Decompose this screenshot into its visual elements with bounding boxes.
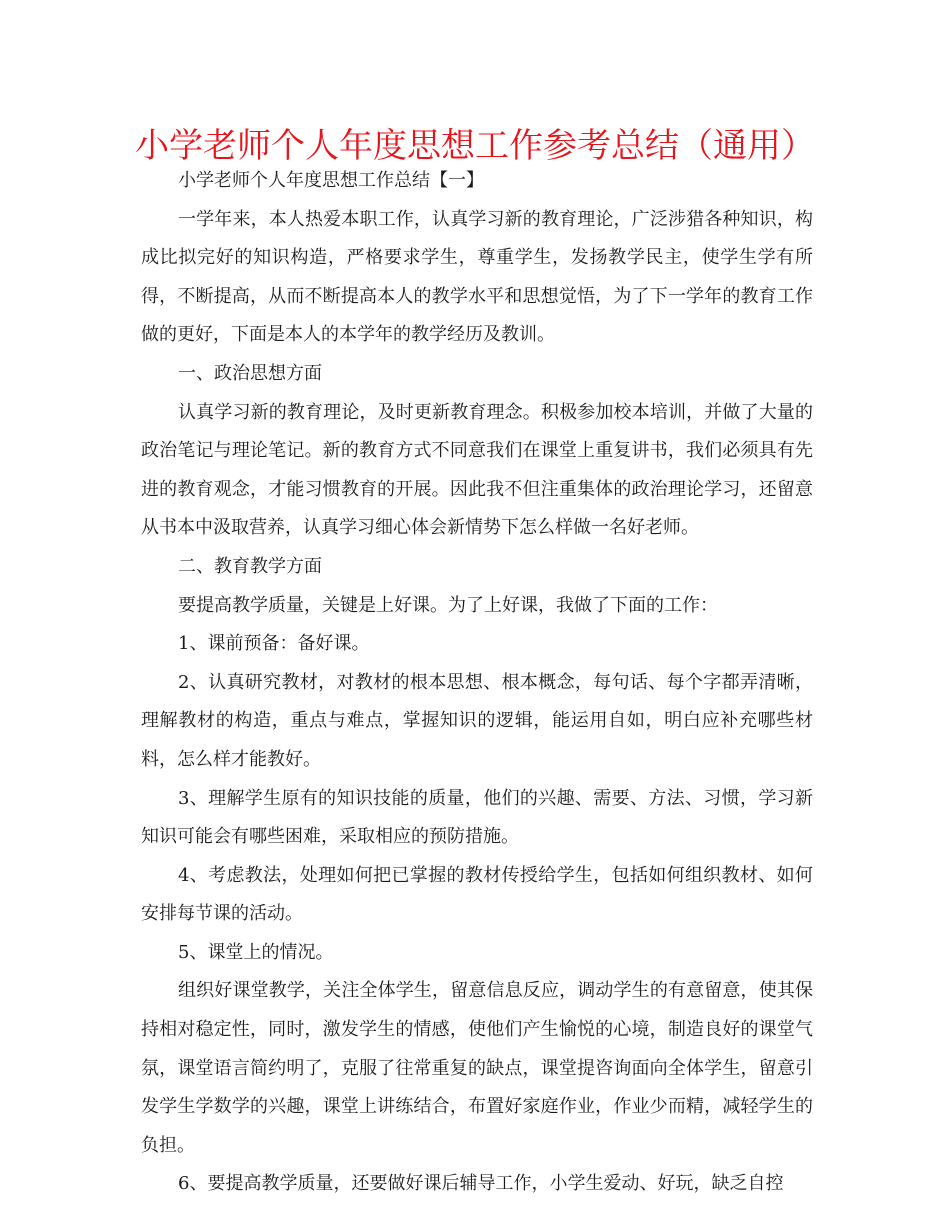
paragraph: 要提高教学质量，关键是上好课。为了上好课，我做了下面的工作：	[178, 594, 718, 616]
paragraph: 组织好课堂教学，关注全体学生，留意信息反应，调动学生的有意留意，使其保持相对稳定性，同时，激发学生的情感，使他们产生愉悦的心境，制造良好的课堂气氛，课堂语言简约明了，克服了往常重复的缺点，课堂提咨询面向全体学生，留意引发学生学数学的兴趣，课堂上讲练结合，布置好家庭作业，作业少而精，减轻学生的负担。	[141, 980, 813, 1156]
paragraph: 一学年来，本人热爱本职工作，认真学习新的教育理论，广泛涉猎各种知识，构成比拟完好的知识构造，严格要求学生，尊重学生，发扬教学民主，使学生学有所得，不断提高，从而不断提高本人的教学水平和思想觉悟，为了下一学年的教育工作做的更好，下面是本人的本学年的教学经历及教训。	[141, 208, 813, 346]
list-item: 4、考虑教法，处理如何把已掌握的教材传授给学生，包括如何组织教材、如何安排每节课的活动。	[141, 864, 813, 925]
document-body	[141, 162, 813, 1204]
list-item: 1、课前预备：备好课。	[178, 633, 370, 655]
section-heading: 二、教育教学方面	[178, 555, 322, 577]
paragraph: 认真学习新的教育理论，及时更新教育理念。积极参加校本培训，并做了大量的政治笔记与理论笔记。新的教育方式不同意我们在课堂上重复讲书，我们必须具有先进的教育观念，才能习惯教育的开展。因此我不但注重集体的政治理论学习，还留意从书本中汲取营养，认真学习细心体会新情势下怎么样做一名好老师。	[141, 401, 813, 539]
list-item: 3、理解学生原有的知识技能的质量，他们的兴趣、需要、方法、习惯，学习新知识可能会有哪些困难，采取相应的预防措施。	[141, 787, 813, 848]
paragraph-subtitle: 小学老师个人年度思想工作总结【一】	[178, 170, 484, 191]
section-heading: 一、政治思想方面	[178, 362, 322, 384]
list-item: 5、课堂上的情况。	[178, 941, 334, 963]
document-title: 小学老师个人年度思想工作参考总结（通用）	[135, 126, 815, 166]
list-item: 2、认真研究教材，对教材的根本思想、根本概念，每句话、每个字都弄清晰，理解教材的构造，重点与难点，掌握知识的逻辑，能运用自如，明白应补充哪些材料，怎么样才能教好。	[141, 671, 813, 770]
list-item: 6、要提高教学质量，还要做好课后辅导工作，小学生爱动、好玩，缺乏自控	[178, 1173, 784, 1195]
